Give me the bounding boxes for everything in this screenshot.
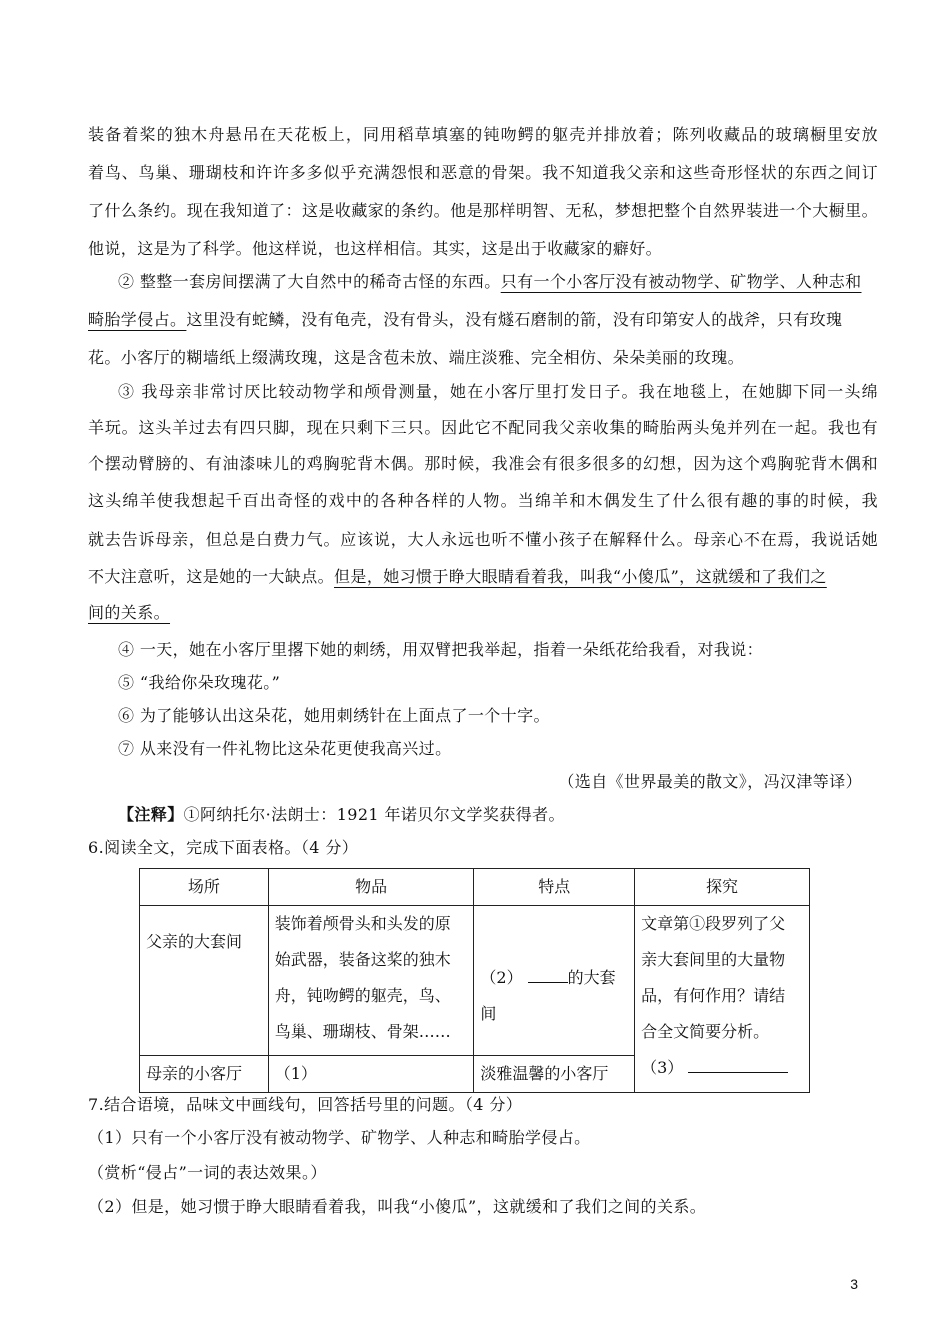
explore-line: 品，有何作用？请结: [641, 986, 786, 1005]
table-cell-place: 母亲的小客厅: [140, 1056, 269, 1093]
passage-line: ⑤ “我给你朵玫瑰花。”: [118, 673, 281, 692]
passage-line: ③ 我母亲非常讨厌比较动物学和颅骨测量，她在小客厅里打发日子。我在地毯上，在她脚下同一头绵: [118, 382, 878, 401]
passage-text: 这里没有蛇鳞，没有龟壳，没有骨头，没有燧石磨制的箭，没有印第安人的战斧，只有玫瑰: [186, 310, 843, 329]
passage-line: [88, 567, 878, 587]
q6-table: [139, 868, 810, 1093]
passage-text: ② 整整一套房间摆满了大自然中的稀奇古怪的东西。: [118, 272, 501, 291]
table-cell-items[interactable]: （1）: [268, 1056, 474, 1093]
passage-line: 就去告诉母亲，但总是白费力气。应该说，大人永远也听不懂小孩子在解释什么。母亲心不在焉，我说话她: [88, 530, 878, 549]
items-line: 鸟巢、珊瑚枝、骨架……: [274, 1022, 451, 1041]
feature-text: 的大套: [567, 968, 616, 987]
footnote: [118, 805, 908, 825]
answer-label: （3）: [641, 1058, 684, 1077]
passage-line: 了什么条约。现在我知道了：这是收藏家的条约。他是那样明智、无私，梦想把整个自然界装进一个大橱里。: [88, 201, 878, 220]
underlined-sentence: 间的关系。: [88, 603, 171, 622]
table-row: [140, 906, 810, 1056]
table-header-cell: 场所: [140, 869, 269, 906]
passage-line: 花。小客厅的糊墙纸上缀满玫瑰，这是含苞未放、端庄淡雅、完全相仿、朵朵美丽的玫瑰。: [88, 348, 745, 367]
question-7-item-1: （1）只有一个小客厅没有被动物学、矿物学、人种志和畸胎学侵占。: [88, 1128, 591, 1147]
explore-line: 合全文简要分析。: [641, 1022, 770, 1041]
passage-line: [88, 310, 878, 330]
items-line: 始武器，装备这桨的独木: [274, 950, 451, 969]
answer-blank-3[interactable]: [688, 1071, 788, 1073]
passage-line: ⑥ 为了能够认出这朵花，她用刺绣针在上面点了一个十字。: [118, 706, 550, 725]
table-header-cell: 物品: [268, 869, 474, 906]
table-header-cell: 探究: [635, 869, 810, 906]
underlined-sentence: 只有一个小客厅没有被动物学、矿物学、人种志和: [500, 272, 862, 291]
passage-line: 着鸟、鸟巢、珊瑚枝和许许多多似乎充满怨恨和恶意的骨架。我不知道我父亲和这些奇形怪状的东西之间订: [88, 163, 878, 182]
passage-line: 个摆动臂膀的、有油漆味儿的鸡胸驼背木偶。那时候，我准会有很多很多的幻想，因为这个鸡胸驼背木偶和: [88, 454, 878, 473]
question-7-item-2: （2）但是，她习惯于睁大眼睛看着我，叫我“小傻瓜”，这就缓和了我们之间的关系。: [88, 1197, 707, 1216]
items-line: 舟，钝吻鳄的躯壳，鸟、: [274, 986, 451, 1005]
table-cell-feature[interactable]: [474, 906, 635, 1056]
table-cell-feature: 淡雅温馨的小客厅: [474, 1056, 635, 1093]
answer-blank-2[interactable]: [528, 981, 568, 983]
passage-line: ⑦ 从来没有一件礼物比这朵花更使我高兴过。: [118, 739, 452, 758]
underlined-sentence: 但是，她习惯于睁大眼睛看着我，叫我“小傻瓜”，这就缓和了我们之: [334, 567, 827, 586]
footnote-label: 【注释】: [118, 805, 184, 824]
passage-text: 不大注意听，这是她的一大缺点。: [88, 567, 335, 586]
page-number: 3: [850, 1276, 858, 1292]
passage-line: [118, 272, 878, 292]
table-header-row: [140, 869, 810, 906]
table-header-cell: 特点: [474, 869, 635, 906]
explore-line: 文章第①段罗列了父: [641, 914, 786, 933]
items-line: 装饰着颅骨头和头发的原: [274, 914, 451, 933]
table-cell-items: [268, 906, 474, 1056]
explore-line: 亲大套间里的大量物: [641, 950, 786, 969]
source-citation: （选自《世界最美的散文》，冯汉津等译）: [558, 772, 862, 791]
question-6-title: 6.阅读全文，完成下面表格。（4 分）: [88, 838, 359, 857]
passage-line: [88, 603, 878, 623]
underlined-sentence: 畸胎学侵占。: [88, 310, 187, 329]
passage-line: 这头绵羊使我想起千百出奇怪的戏中的各种各样的人物。当绵羊和木偶发生了什么很有趣的事的时候，我: [88, 491, 878, 510]
passage-line: 羊玩。这头羊过去有四只脚，现在只剩下三只。因此它不配同我父亲收集的畸胎两头兔并列在一起。我也有: [88, 418, 878, 437]
table-cell-explore[interactable]: [635, 906, 810, 1093]
feature-text: 间: [480, 1004, 497, 1023]
passage-line: ④ 一天，她在小客厅里撂下她的刺绣，用双臂把我举起，指着一朵纸花给我看，对我说：: [118, 640, 764, 659]
answer-label: （2）: [480, 968, 523, 987]
question-7-hint: （赏析“侵占”一词的表达效果。）: [88, 1163, 327, 1182]
passage-line: 装备着桨的独木舟悬吊在天花板上，同用稻草填塞的钝吻鳄的躯壳并排放着；陈列收藏品的玻璃橱里安放: [88, 125, 878, 144]
table-cell-place: 父亲的大套间: [140, 906, 269, 1056]
question-7-title: 7.结合语境，品味文中画线句，回答括号里的问题。（4 分）: [88, 1095, 523, 1114]
passage-line: 他说，这是为了科学。他这样说，也这样相信。其实，这是出于收藏家的癖好。: [88, 239, 663, 258]
footnote-text: ①阿纳托尔·法朗士：1921 年诺贝尔文学奖获得者。: [183, 805, 565, 824]
